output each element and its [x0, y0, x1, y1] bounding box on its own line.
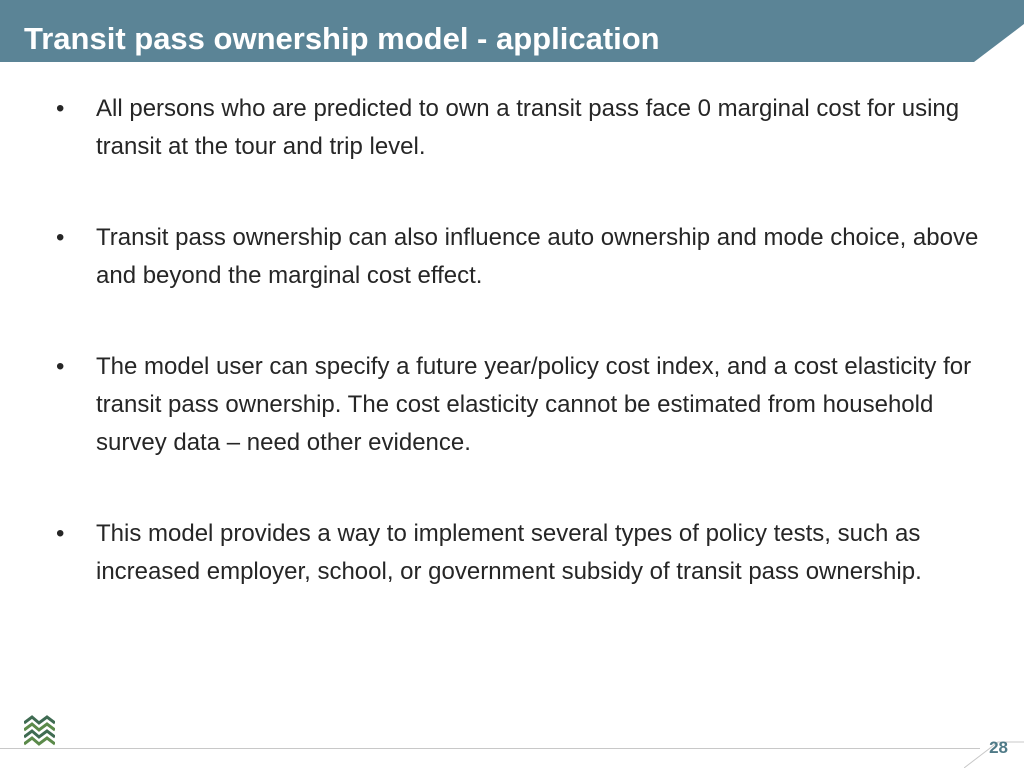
- bullet-marker: •: [56, 224, 65, 251]
- bullet-item: [0, 90, 1024, 166]
- bullet-item: [0, 348, 1024, 462]
- page-number: 28: [989, 738, 1008, 757]
- bullet-marker: •: [56, 520, 65, 547]
- bullet-text: This model provides a way to implement several types of policy tests, such as increased employer, school, or government subsidy of transit pass ownership.: [96, 520, 922, 585]
- footer-divider: [0, 748, 980, 749]
- bullet-marker: •: [56, 353, 65, 380]
- title-bar-corner-cut: [974, 0, 1024, 62]
- bullet-text: The model user can specify a future year/policy cost index, and a cost elasticity for transit pass ownership. The cost elasticity cannot be estimated from household survey data – need other evidence.: [96, 353, 972, 456]
- bullet-item: [0, 219, 1024, 295]
- bullet-marker: •: [56, 95, 65, 122]
- bullet-text: All persons who are predicted to own a transit pass face 0 marginal cost for using transit at the tour and trip level.: [96, 95, 960, 160]
- bullet-item: [0, 515, 1024, 591]
- bullet-text: Transit pass ownership can also influence auto ownership and mode choice, above and beyond the marginal cost effect.: [96, 224, 979, 289]
- slide-title: Transit pass ownership model - application: [24, 21, 660, 56]
- bullet-list: [0, 90, 1024, 644]
- mountain-logo-icon: [24, 715, 55, 746]
